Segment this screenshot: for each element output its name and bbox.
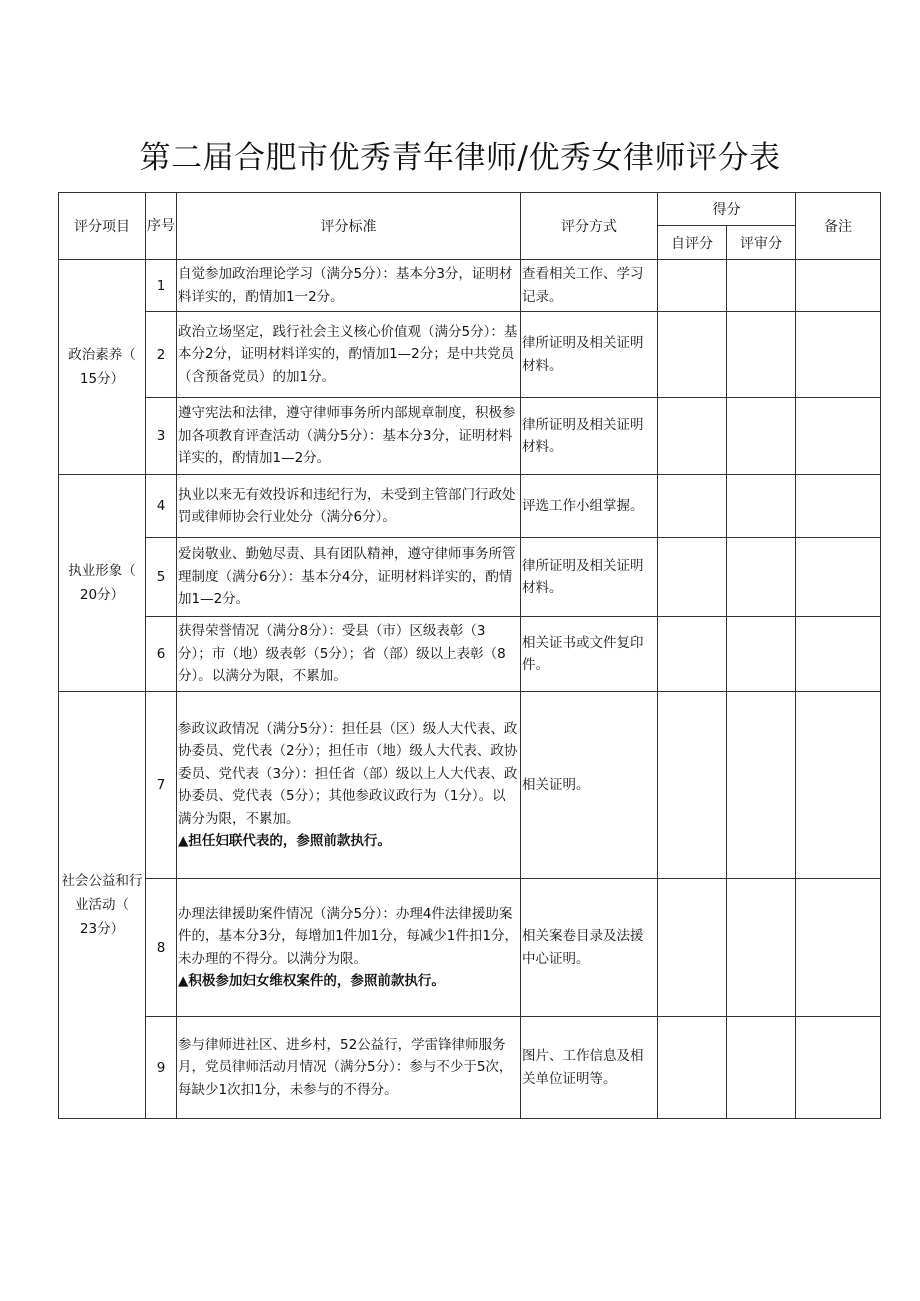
self-score-cell[interactable] (658, 617, 727, 692)
review-score-cell[interactable] (727, 538, 796, 617)
method-cell: 律所证明及相关证明材料。 (521, 538, 658, 617)
remark-cell[interactable] (796, 475, 881, 538)
remark-cell[interactable] (796, 260, 881, 312)
table-row (59, 879, 881, 1017)
page-title: 第二届合肥市优秀青年律师/优秀女律师评分表 (139, 140, 781, 176)
remark-cell[interactable] (796, 692, 881, 879)
category-name: 社会公益和行业活动（ (61, 873, 143, 913)
self-score-cell[interactable] (658, 475, 727, 538)
self-score-cell[interactable] (658, 1017, 727, 1119)
method-cell: 评选工作小组掌握。 (521, 475, 658, 538)
self-score-cell[interactable] (658, 312, 727, 398)
scoring-table (58, 192, 881, 1119)
table-row (59, 312, 881, 398)
remark-cell[interactable] (796, 538, 881, 617)
category-public-welfare (59, 692, 146, 1119)
standard-cell: 参与律师进社区、进乡村，52公益行，学雷锋律师服务月，党员律师活动月情况（满分5分）：参与不少于5次，每缺少1次扣1分，未参与的不得分。 (177, 1017, 521, 1119)
standard-note: ▲担任妇联代表的，参照前款执行。 (178, 833, 391, 849)
header-method: 评分方式 (521, 193, 658, 260)
method-cell: 查看相关工作、学习记录。 (521, 260, 658, 312)
seq-cell: 4 (146, 475, 177, 538)
header-review-score: 评审分 (727, 226, 796, 260)
self-score-cell[interactable] (658, 260, 727, 312)
review-score-cell[interactable] (727, 475, 796, 538)
seq-cell: 2 (146, 312, 177, 398)
standard-cell: 遵守宪法和法律，遵守律师事务所内部规章制度，积极参加各项教育评查活动（满分5分）：基本分3分，证明材料详实的，酌情加1—2分。 (177, 398, 521, 475)
method-cell: 律所证明及相关证明材料。 (521, 312, 658, 398)
review-score-cell[interactable] (727, 260, 796, 312)
table-row (59, 617, 881, 692)
remark-cell[interactable] (796, 1017, 881, 1119)
category-name: 执业形象（ (68, 563, 136, 579)
self-score-cell[interactable] (658, 879, 727, 1017)
review-score-cell[interactable] (727, 312, 796, 398)
standard-text: 参政议政情况（满分5分）：担任县（区）级人大代表、政协委员、党代表（2分）；担任市（地）级人大代表、政协委员、党代表（3分）：担任省（部）级以上人大代表、政协委员、党代表（5分）；其他参政议政行为（1分）。以满分为限，不累加。 (178, 720, 518, 827)
header-self-score: 自评分 (658, 226, 727, 260)
table-row (59, 1017, 881, 1119)
header-remark: 备注 (796, 193, 881, 260)
review-score-cell[interactable] (727, 879, 796, 1017)
category-name: 政治素养（ (68, 347, 136, 363)
standard-cell (177, 879, 521, 1017)
method-cell: 图片、工作信息及相关单位证明等。 (521, 1017, 658, 1119)
category-points: 15分） (79, 371, 125, 387)
review-score-cell[interactable] (727, 398, 796, 475)
table-row (59, 692, 881, 879)
category-political (59, 260, 146, 475)
category-image (59, 475, 146, 692)
seq-cell: 9 (146, 1017, 177, 1119)
seq-cell: 3 (146, 398, 177, 475)
method-cell: 相关证明。 (521, 692, 658, 879)
review-score-cell[interactable] (727, 617, 796, 692)
standard-cell: 自觉参加政治理论学习（满分5分）：基本分3分，证明材料详实的，酌情加1一2分。 (177, 260, 521, 312)
header-item: 评分项目 (59, 193, 146, 260)
remark-cell[interactable] (796, 879, 881, 1017)
table-row (59, 538, 881, 617)
seq-cell: 8 (146, 879, 177, 1017)
method-cell: 律所证明及相关证明材料。 (521, 398, 658, 475)
standard-cell: 获得荣誉情况（满分8分）：受县（市）区级表彰（3分）；市（地）级表彰（5分）；省（部）级以上表彰（8分）。以满分为限，不累加。 (177, 617, 521, 692)
header-standard: 评分标准 (177, 193, 521, 260)
remark-cell[interactable] (796, 617, 881, 692)
table-row (59, 260, 881, 312)
remark-cell[interactable] (796, 312, 881, 398)
remark-cell[interactable] (796, 398, 881, 475)
header-row (59, 193, 881, 226)
self-score-cell[interactable] (658, 398, 727, 475)
standard-cell: 执业以来无有效投诉和违纪行为，未受到主管部门行政处罚或律师协会行业处分（满分6分）。 (177, 475, 521, 538)
category-points: 23分） (79, 921, 125, 937)
self-score-cell[interactable] (658, 692, 727, 879)
seq-cell: 6 (146, 617, 177, 692)
seq-cell: 5 (146, 538, 177, 617)
header-score: 得分 (658, 193, 796, 226)
standard-cell: 政治立场坚定，践行社会主义核心价值观（满分5分）：基本分2分，证明材料详实的，酌情加1—2分；是中共党员（含预备党员）的加1分。 (177, 312, 521, 398)
standard-note: ▲积极参加妇女维权案件的，参照前款执行。 (178, 973, 445, 989)
category-points: 20分） (79, 587, 125, 603)
seq-cell: 1 (146, 260, 177, 312)
table-row (59, 398, 881, 475)
self-score-cell[interactable] (658, 538, 727, 617)
header-seq: 序号 (146, 193, 177, 260)
table-row (59, 475, 881, 538)
method-cell: 相关案卷目录及法援中心证明。 (521, 879, 658, 1017)
review-score-cell[interactable] (727, 1017, 796, 1119)
seq-cell: 7 (146, 692, 177, 879)
method-cell: 相关证书或文件复印件。 (521, 617, 658, 692)
standard-cell: 爱岗敬业、勤勉尽责、具有团队精神，遵守律师事务所管理制度（满分6分）：基本分4分，证明材料详实的，酌情加1—2分。 (177, 538, 521, 617)
standard-text: 办理法律援助案件情况（满分5分）：办理4件法律援助案件的，基本分3分，每增加1件加1分，每减少1件扣1分，未办理的不得分。以满分为限。 (178, 905, 518, 967)
standard-cell (177, 692, 521, 879)
review-score-cell[interactable] (727, 692, 796, 879)
